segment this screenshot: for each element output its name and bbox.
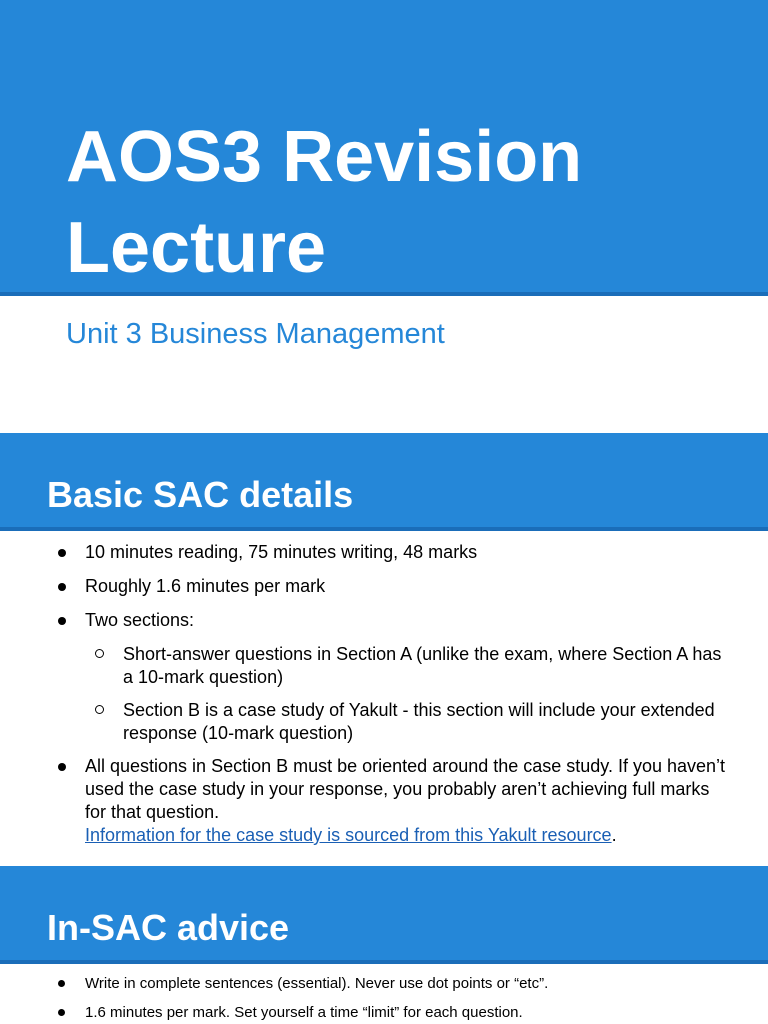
list-item — [0, 609, 768, 632]
list-item — [0, 1003, 768, 1022]
bullet-dot-icon — [58, 1009, 65, 1016]
bullet-text: Section B is a case study of Yakult - this section will include your extended response (10-mark question) — [123, 700, 715, 743]
bullet-list — [0, 541, 768, 847]
bullet-text: 10 minutes reading, 75 minutes writing, 48 marks — [85, 542, 478, 562]
section-heading: Basic SAC details — [47, 474, 354, 515]
sub-list-item — [0, 643, 768, 689]
bullet-text: Roughly 1.6 minutes per mark — [85, 576, 326, 596]
bullet-text: 1.6 minutes per mark. Set yourself a time “limit” for each question. — [85, 1004, 523, 1021]
title-slide — [0, 0, 768, 415]
hollow-bullet-icon — [95, 649, 104, 658]
slide-gap — [0, 415, 768, 433]
bullet-dot-icon — [58, 617, 66, 625]
presentation-title: AOS3 Revision Lecture — [66, 117, 583, 288]
section-heading: In-SAC advice — [47, 907, 290, 948]
in-sac-advice-slide — [0, 866, 768, 1024]
presentation-subtitle: Unit 3 Business Management — [66, 318, 445, 350]
hollow-bullet-icon — [95, 705, 104, 714]
bullet-dot-icon — [58, 583, 66, 591]
bullet-dot-icon — [58, 763, 66, 771]
title-band — [0, 0, 768, 296]
sub-list-item — [0, 699, 768, 745]
section-header-band — [0, 866, 768, 964]
section-header-band — [0, 433, 768, 531]
yakult-resource-link[interactable]: Information for the case study is sourced from this Yakult resource — [85, 825, 612, 845]
sac-details-slide — [0, 433, 768, 866]
bullet-dot-icon — [58, 549, 66, 557]
list-item — [0, 575, 768, 598]
bullet-dot-icon — [58, 980, 65, 987]
list-item — [0, 974, 768, 993]
bullet-text: Short-answer questions in Section A (unlike the exam, where Section A has a 10-mark question) — [123, 644, 722, 687]
list-item — [0, 541, 768, 564]
bullet-text: Two sections: — [85, 610, 195, 630]
in-sac-advice-content — [0, 974, 768, 1022]
bullet-text: All questions in Section B must be oriented around the case study. If you haven’t used the case study in your response, you probably aren’t achieving full marks for that question. — [85, 756, 726, 822]
sac-details-content — [0, 541, 768, 847]
list-item — [0, 755, 768, 847]
bullet-list — [0, 974, 768, 1022]
link-line — [85, 824, 728, 847]
bullet-text: Write in complete sentences (essential). Never use dot points or “etc”. — [85, 975, 549, 992]
link-suffix: . — [611, 825, 617, 845]
